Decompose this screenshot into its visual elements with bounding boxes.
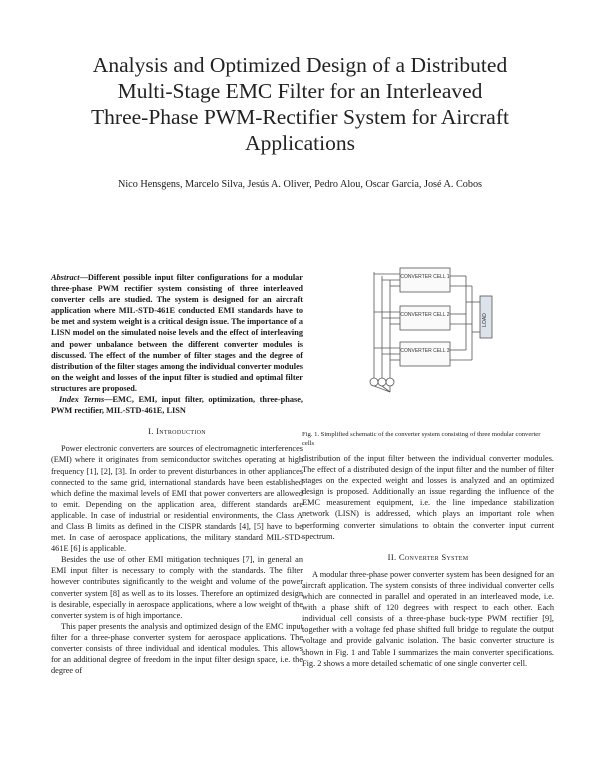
abstract-label: Abstract bbox=[51, 273, 80, 282]
figure-1-schematic bbox=[302, 262, 554, 430]
ac-source-icon bbox=[378, 378, 386, 386]
abstract bbox=[51, 272, 303, 394]
cell-label: CONVERTER CELL 1 bbox=[400, 274, 450, 280]
title-line: Analysis and Optimized Design of a Distributed bbox=[92, 53, 508, 77]
paper-title bbox=[40, 52, 560, 156]
cell-label: CONVERTER CELL 2 bbox=[400, 312, 450, 318]
right-column bbox=[302, 453, 554, 669]
body-paragraph: A modular three-phase power converter system has been designed for an aircraft application. The system consists of three individual converter cells which are connected in parallel and operated in an interleaved mode, i.e. with a phase shift of 120 degrees with respect to each other. Each individual cell consists of a three-phase buck-type PWM rectifier [9], together with a voltage fed phase shifted full bridge to regulate the output voltage and provide galvanic isolation. The basic converter structure is shown in Fig. 1 and Table I summarizes the main converter specifications. Fig. 2 shows a more detailed schematic of one single converter cell. bbox=[302, 569, 554, 668]
section-heading-introduction: I. Introduction bbox=[148, 426, 206, 437]
body-paragraph: This paper presents the analysis and optimized design of the EMC input filter for a three-phase converter system for aerospace applications. The converter consists of three individual and identical modules. This allows for an additional degree of freedom in the input filter design space, i.e. the degree of bbox=[51, 621, 303, 676]
index-terms bbox=[51, 394, 303, 416]
ac-source-icon bbox=[370, 378, 378, 386]
title-line: Three-Phase PWM-Rectifier System for Aircraft bbox=[91, 105, 509, 129]
abstract-text: —Different possible input filter configurations for a modular three-phase PWM rectifier system consisting of three interleaved converter cells are studied. The system is designed for an aircraft application where MIL-STD-461E conducted EMI standards have to be met and system weight is a critical design issue. The importance of a LISN model on the simulated noise levels and the effect of interleaving and power unbalance between the different converter modules is discussed. The effect of the number of filter stages and the degree of distribution of the filter stages among the individual converter modules on the weight and losses of the input filter is studied and optimal filter structures are proposed. bbox=[51, 273, 303, 393]
title-line: Multi-Stage EMC Filter for an Interleaved bbox=[117, 79, 483, 103]
converter-cell-box bbox=[400, 306, 450, 330]
ac-source-icon bbox=[386, 378, 394, 386]
section-heading-converter-system: II. Converter System bbox=[387, 551, 469, 562]
converter-schematic bbox=[302, 262, 554, 430]
cell-label: CONVERTER CELL 3 bbox=[400, 348, 450, 354]
left-column bbox=[51, 272, 303, 676]
body-paragraph: Power electronic converters are sources of electromagnetic interferences (EMI) where it originates from semiconductor switches operating at high frequency [1], [2], [3]. In order to prevent disturbances in other appliances connected to the same grid, international standards have been established which define the maximal levels of EMI that power converters are allowed to emit. Depending on the application area, different standards are applicable. In case of industrial or residential environments, the Class A and Class B limits as defined in the CISPR standards [4], [5] have to be met. In case of aerospace applications, the military standard MIL-STD-461E [6] is applicable. bbox=[51, 444, 303, 554]
figure-caption: Fig. 1. Simplified schematic of the converter system consisting of three modular converter cells bbox=[302, 431, 541, 447]
index-terms-label: Index Terms bbox=[59, 395, 105, 405]
body-paragraph: Besides the use of other EMI mitigation techniques [7], in general an EMI input filter is necessary to comply with the standards. The filter however contributes significantly to the weight and volume of the power converter system [8] as well as to its losses. Therefore an optimized design is desirable, especially in aerospace applications, where a low weight of the converter system is of high importance. bbox=[51, 555, 303, 620]
author-list: Nico Hensgens, Marcelo Silva, Jesús A. Oliver, Pedro Alou, Oscar Garcia, José A. Cobos bbox=[117, 179, 483, 190]
converter-cell-box bbox=[400, 268, 450, 292]
body-paragraph: distribution of the input filter between the individual converter modules. The effect of a distributed design of the input filter and the number of filter stages on the expected weight and losses is analyzed and an optimized design is proposed. Additionally an issue regarding the influence of the EMC measurement equipment, i.e. the line impedance stabilization network (LISN) is addressed, which plays an important role when performing converter simulations to obtain the converter input current spectrum. bbox=[302, 454, 554, 541]
load-label: LOAD bbox=[482, 313, 488, 327]
converter-cell-box bbox=[400, 342, 450, 366]
index-terms-text: —EMC, EMI, input filter, optimization, three-phase, PWM rectifier, MIL-STD-461E, LISN bbox=[51, 395, 303, 416]
title-line: Applications bbox=[245, 131, 355, 155]
